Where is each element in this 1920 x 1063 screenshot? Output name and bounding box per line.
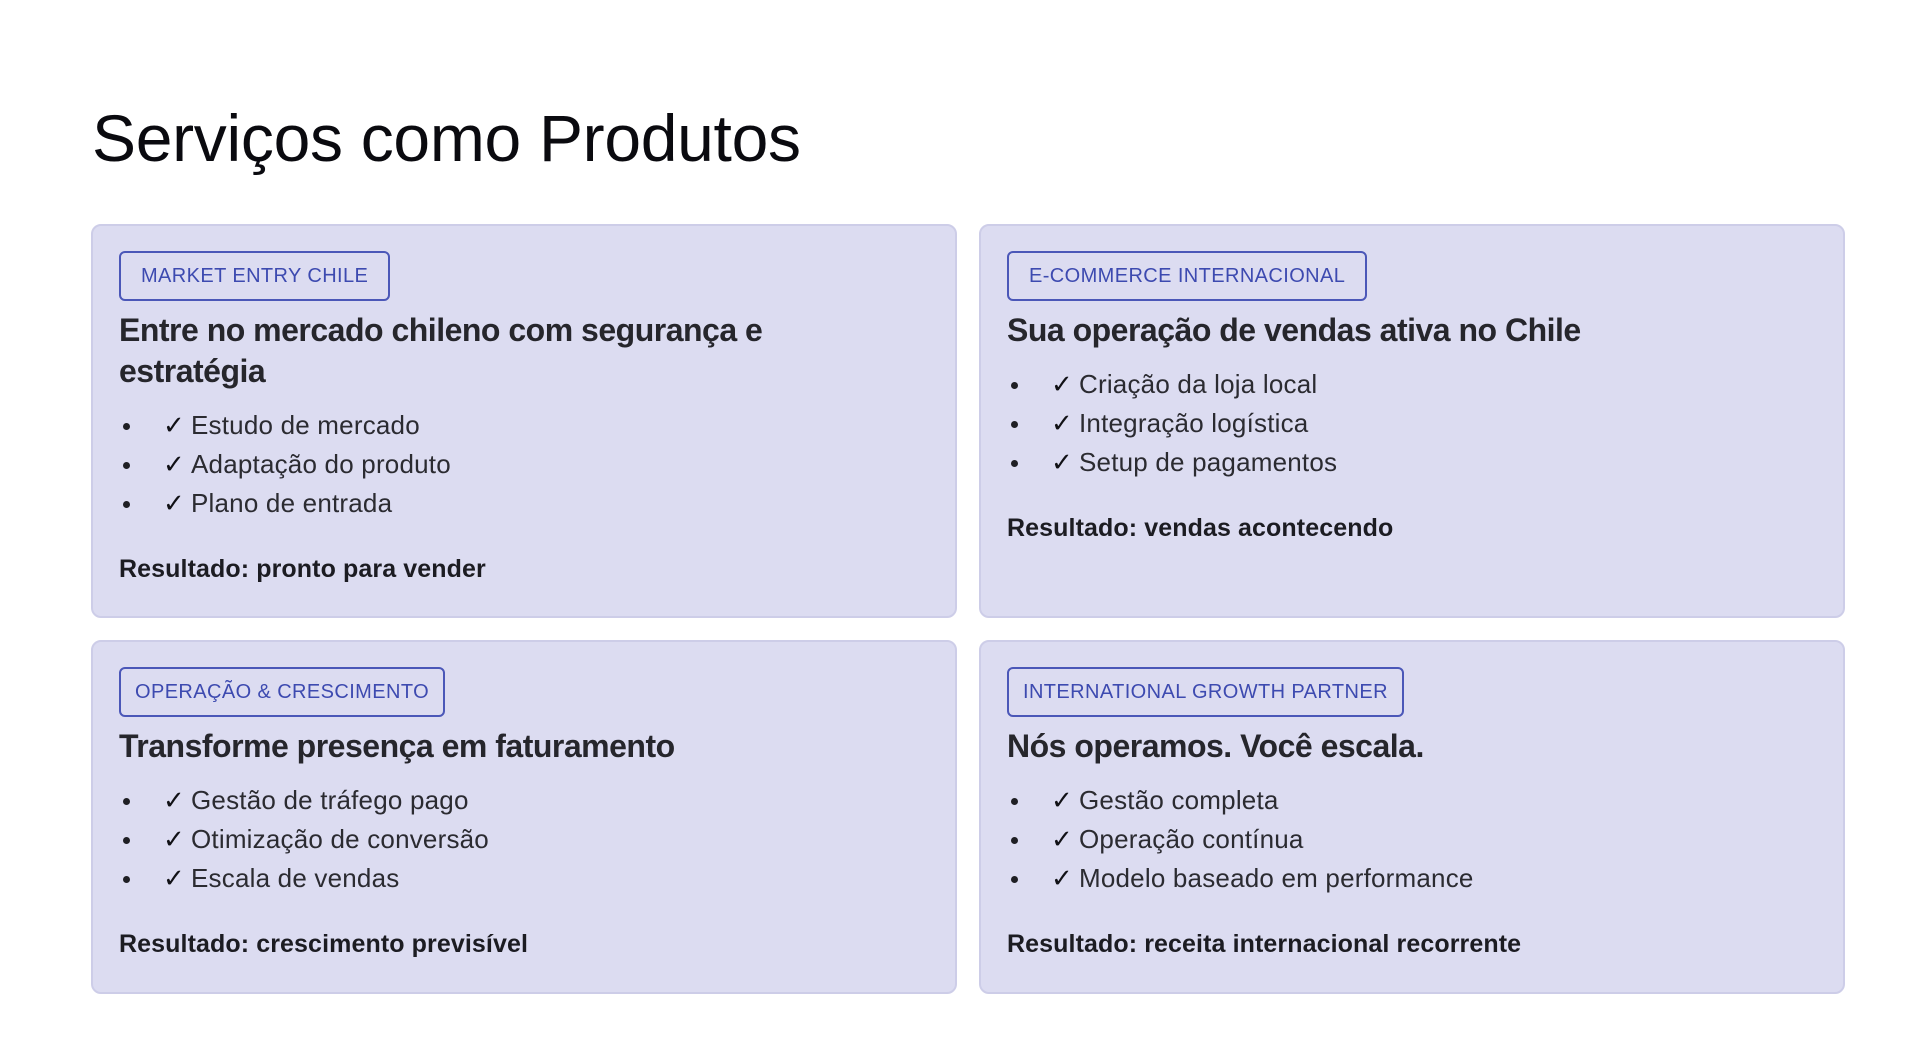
check-icon: ✓ <box>1051 824 1073 855</box>
service-card-growth-partner <box>979 640 1845 994</box>
check-icon: ✓ <box>1051 863 1073 894</box>
list-item-label: Estudo de mercado <box>191 410 420 440</box>
list-item <box>1007 404 1817 443</box>
bullet-icon <box>123 501 130 508</box>
service-cards-grid <box>91 224 1847 994</box>
list-item <box>1007 365 1817 404</box>
list-item-label: Modelo baseado em performance <box>1079 863 1474 893</box>
result-text: Resultado: receita internacional recorrente <box>1007 930 1522 958</box>
service-card-ecommerce <box>979 224 1845 618</box>
service-card-market-entry <box>91 224 957 618</box>
check-icon: ✓ <box>163 488 185 519</box>
feature-list <box>119 406 929 523</box>
list-item-label: Integração logística <box>1079 408 1309 438</box>
bullet-icon <box>1011 421 1018 428</box>
list-item-label: Criação da loja local <box>1079 369 1318 399</box>
bullet-icon <box>1011 876 1018 883</box>
service-card-operations-growth <box>91 640 957 994</box>
card-heading: Nós operamos. Você escala. <box>1007 728 1424 764</box>
list-item-label: Gestão completa <box>1079 785 1279 815</box>
list-item <box>119 781 929 820</box>
card-heading: Sua operação de vendas ativa no Chile <box>1007 312 1581 348</box>
feature-list <box>119 781 929 898</box>
check-icon: ✓ <box>1051 408 1073 439</box>
result-text: Resultado: vendas acontecendo <box>1007 514 1394 542</box>
list-item <box>1007 820 1817 859</box>
page-title: Serviços como Produtos <box>92 101 801 175</box>
bullet-icon <box>123 876 130 883</box>
list-item-label: Otimização de conversão <box>191 824 489 854</box>
list-item-label: Plano de entrada <box>191 488 393 518</box>
feature-list <box>1007 781 1817 898</box>
list-item <box>119 820 929 859</box>
check-icon: ✓ <box>1051 369 1073 400</box>
bullet-icon <box>123 423 130 430</box>
list-item <box>119 445 929 484</box>
list-item-label: Escala de vendas <box>191 863 400 893</box>
check-icon: ✓ <box>1051 785 1073 816</box>
bullet-icon <box>123 462 130 469</box>
list-item <box>1007 859 1817 898</box>
result-text: Resultado: pronto para vender <box>119 555 486 583</box>
list-item-label: Setup de pagamentos <box>1079 447 1338 477</box>
list-item <box>1007 443 1817 482</box>
bullet-icon <box>123 798 130 805</box>
check-icon: ✓ <box>163 824 185 855</box>
card-heading: Transforme presença em faturamento <box>119 728 675 764</box>
service-badge: MARKET ENTRY CHILE <box>119 251 390 301</box>
check-icon: ✓ <box>1051 447 1073 478</box>
service-badge: E-COMMERCE INTERNACIONAL <box>1007 251 1367 301</box>
list-item <box>1007 781 1817 820</box>
bullet-icon <box>1011 460 1018 467</box>
card-heading: Entre no mercado chileno com segurança e estratégia <box>119 312 763 389</box>
list-item-label: Gestão de tráfego pago <box>191 785 469 815</box>
check-icon: ✓ <box>163 863 185 894</box>
check-icon: ✓ <box>163 410 185 441</box>
list-item <box>119 484 929 523</box>
bullet-icon <box>123 837 130 844</box>
check-icon: ✓ <box>163 449 185 480</box>
list-item-label: Operação contínua <box>1079 824 1304 854</box>
service-badge: INTERNATIONAL GROWTH PARTNER <box>1007 667 1404 717</box>
feature-list <box>1007 365 1817 482</box>
bullet-icon <box>1011 837 1018 844</box>
check-icon: ✓ <box>163 785 185 816</box>
list-item <box>119 859 929 898</box>
list-item <box>119 406 929 445</box>
bullet-icon <box>1011 382 1018 389</box>
bullet-icon <box>1011 798 1018 805</box>
list-item-label: Adaptação do produto <box>191 449 451 479</box>
result-text: Resultado: crescimento previsível <box>119 930 529 958</box>
service-badge: OPERAÇÃO & CRESCIMENTO <box>119 667 445 717</box>
